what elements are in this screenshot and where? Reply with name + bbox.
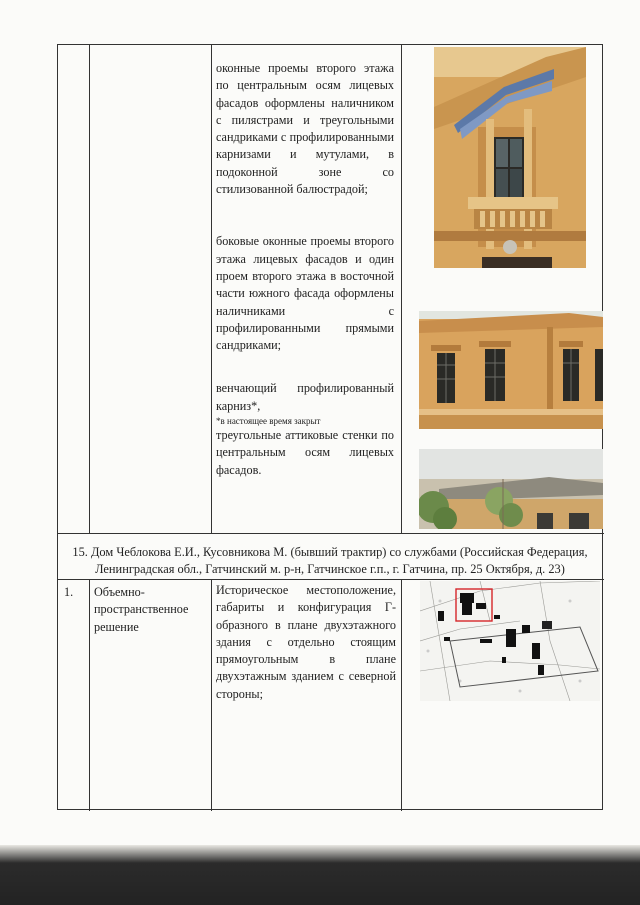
photo-cornice-attic [419,449,603,529]
site-plan-map [420,581,600,701]
col-divider-3b [401,579,402,811]
row-element-name: Объемно-пространственное решение [94,585,189,634]
col-divider-2 [211,45,212,533]
row-description: Историческое местоположение, габариты и конфигурация Г-образного в плане двухэтажного здания с отдельно стоящим прямоугольным в плане двухэтажным зданием с северной стороны; [216,583,396,701]
col-divider-3 [401,45,402,533]
scan-bottom-edge [0,845,640,905]
row-divider-top [58,533,604,534]
photo-window-pediment [434,47,586,268]
row-number: 1. [64,585,74,599]
col-divider-1 [89,45,90,533]
footnote: *в настоящее время закрыт [216,416,321,427]
col-divider-1b [89,579,90,811]
paragraph-window-openings: оконные проемы второго этажа по центральным осям лицевых фасадов оформлены наличником с пилястрами и треугольными сандриками с профилированными карнизами и мутулами, в подоконной зоне со стилизованной балюстрадой; [216,61,394,197]
top-description [216,60,394,479]
photo-side-windows [419,311,603,429]
paragraph-cornice: венчающий профилированный карниз*, [216,381,394,413]
row-divider-section [58,579,604,580]
paragraph-attic-walls: треугольные аттиковые стенки по центральным осям лицевых фасадов. [216,428,394,477]
col-divider-2b [211,579,212,811]
paragraph-side-windows: боковые оконные проемы второго этажа лицевых фасадов и один проем второго этажа в восточной части южного фасада оформлены наличниками с профилированными прямыми сандриками; [216,234,394,353]
heritage-table [57,44,603,810]
section-15-title: 15. Дом Чеблокова Е.И., Кусовникова М. (бывший трактир) со службами (Российская Федерация, Ленинградская обл., Гатчинский м. р-н, Гатчинское г.п., г. Гатчина, пр. 25 Октября, д. 23) [72,545,588,576]
